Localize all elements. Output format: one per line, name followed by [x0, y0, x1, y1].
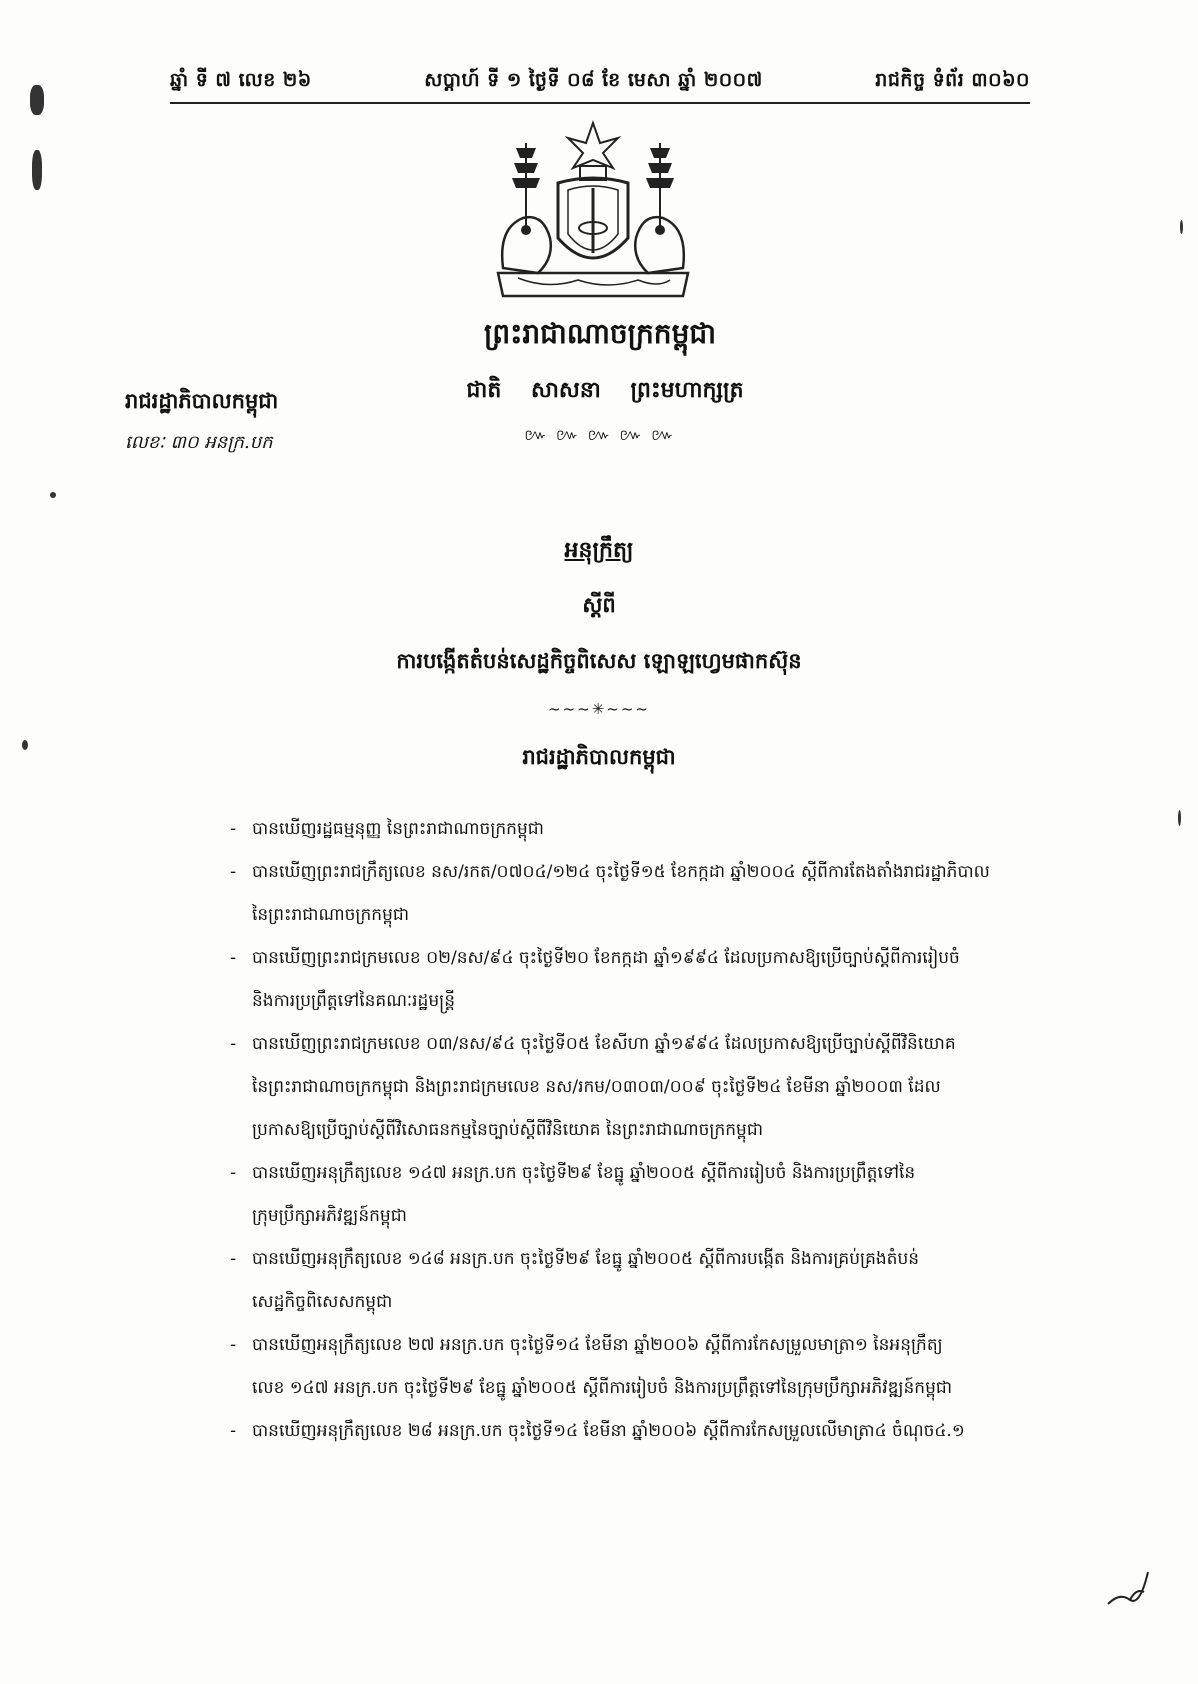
consideration-text: លេខ ១៤៧ អនក្រ.បក ចុះថ្ងៃទី២៩ ខែធ្នូ ឆ្នាំ២០០៥ ស្តីពីការរៀបចំ និងការប្រព្រឹត្តទៅនៃក្រុមប្រឹក្សាអភិវឌ្ឍន៍កម្ពុជា: [252, 1378, 953, 1398]
gazette-year-issue: ឆ្នាំ ទី ៧ លេខ ២៦: [170, 69, 312, 91]
consideration-text: និងការប្រព្រឹត្តទៅនៃគណៈរដ្ឋមន្ត្រី: [252, 991, 455, 1011]
gazette-header: [170, 68, 1030, 96]
gazette-page: រាជកិច្ច ទំព័រ ៣០៦០: [875, 69, 1030, 91]
scan-speck: [30, 85, 44, 115]
list-item: - បានឃើញព្រះរាជក្រឹត្យលេខ នស/រកត/០៧០៤/១២៤ ចុះថ្ងៃទី១៥ ខែកក្កដា ឆ្នាំ២០០៤ ស្តីពីការតែងតាំងរាជរដ្ឋាភិបាល: [230, 862, 990, 882]
list-item: - បានឃើញអនុក្រឹត្យលេខ ២៧ អនក្រ.បក ចុះថ្ងៃទី១៤ ខែមីនា ឆ្នាំ២០០៦ ស្តីពីការកែសម្រួលមាត្រា១ នៃអនុក្រឹត្យ: [230, 1335, 943, 1355]
list-item: - បានឃើញអនុក្រឹត្យលេខ ២៨ អនក្រ.បក ចុះថ្ងៃទី១៤ ខែមីនា ឆ្នាំ២០០៦ ស្តីពីការកែសម្រួលលើមាត្រា៤ ចំណុច៤.១: [230, 1421, 965, 1441]
consideration-text: សេដ្ឋកិច្ចពិសេសកម្ពុជា: [252, 1292, 393, 1312]
list-item-continuation: [238, 980, 1118, 1023]
issuing-government: រាជរដ្ឋាភិបាលកម្ពុជា: [125, 388, 279, 413]
consideration-text: បានឃើញអនុក្រឹត្យលេខ ១៤៧ អនក្រ.បក ចុះថ្ងៃទី២៩ ខែធ្នូ ឆ្នាំ២០០៥ ស្តីពីការរៀបចំ និងការប្រព្រឹត្តទៅនៃ: [252, 1163, 916, 1183]
list-item-continuation: [238, 1367, 1118, 1410]
considerations-list: [230, 808, 1118, 1453]
consideration-text: បានឃើញអនុក្រឹត្យលេខ ២៨ អនក្រ.បក ចុះថ្ងៃទី១៤ ខែមីនា ឆ្នាំ២០០៦ ស្តីពីការកែសម្រួលលើមាត្រា៤ ចំណុច៤.១: [252, 1421, 965, 1441]
reference-number: លេខៈ ៣០ អនក្រ.បក: [125, 432, 273, 453]
list-item-continuation: [238, 1109, 1118, 1152]
issuer-heading: រាជរដ្ឋាភិបាលកម្ពុជា: [522, 744, 676, 769]
list-item: - បានឃើញអនុក្រឹត្យលេខ ១៤៨ អនក្រ.បក ចុះថ្ងៃទី២៩ ខែធ្នូ ឆ្នាំ២០០៥ ស្តីពីការបង្កើត និងការគ្រប់គ្រងតំបន់: [230, 1249, 920, 1269]
about-label: ស្តីពី: [582, 592, 616, 617]
consideration-text: បានឃើញអនុក្រឹត្យលេខ ២៧ អនក្រ.បក ចុះថ្ងៃទី១៤ ខែមីនា ឆ្នាំ២០០៦ ស្តីពីការកែសម្រួលមាត្រា១ នៃអនុក្រឹត្យ: [252, 1335, 943, 1355]
consideration-text: នៃព្រះរាជាណាចក្រកម្ពុជា និងព្រះរាជក្រមលេខ នស/រកម/០៣០៣/០០៩ ចុះថ្ងៃទី២៤ ខែមីនា ឆ្នាំ២០០៣ ដែល: [252, 1077, 941, 1097]
subject-ornament: ~~~✳~~~: [548, 700, 650, 718]
document-type-title: អនុក្រឹត្យ: [564, 537, 634, 563]
document-subject: ការបង្កើតតំបន់សេដ្ឋកិច្ចពិសេស ឡោឡហ្វេមផាកស៊ុន: [396, 648, 802, 673]
national-motto: ជាតិ សាសនា ព្រះមហាក្សត្រ: [466, 377, 744, 403]
list-item-continuation: [238, 894, 1118, 937]
list-item: - បានឃើញរដ្ឋធម្មនុញ្ញ នៃព្រះរាជាណាចក្រកម្ពុជា: [230, 819, 544, 839]
consideration-text: បានឃើញរដ្ឋធម្មនុញ្ញ នៃព្រះរាជាណាចក្រកម្ពុជា: [252, 819, 544, 839]
kingdom-title: ព្រះរាជាណាចក្រកម្ពុជា: [483, 317, 716, 350]
list-item-continuation: [238, 1066, 1118, 1109]
consideration-text: ប្រកាសឱ្យប្រើច្បាប់ស្តីពីវិសោធនកម្មនៃច្បាប់ស្តីពីវិនិយោគ នៃព្រះរាជាណាចក្រកម្ពុជា: [252, 1120, 764, 1140]
initial-mark-icon: [1100, 1562, 1160, 1612]
list-item-continuation: [238, 1195, 1118, 1238]
scan-speck: [32, 150, 42, 190]
consideration-text: បានឃើញព្រះរាជក្រឹត្យលេខ នស/រកត/០៧០៤/១២៤ ចុះថ្ងៃទី១៥ ខែកក្កដា ឆ្នាំ២០០៤ ស្តីពីការតែងតាំងរាជរដ្ឋាភិបាល: [252, 862, 990, 882]
consideration-text: នៃព្រះរាជាណាចក្រកម្ពុជា: [252, 905, 410, 925]
consideration-text: ក្រុមប្រឹក្សាអភិវឌ្ឍន៍កម្ពុជា: [252, 1206, 407, 1226]
scan-speck: [50, 492, 56, 498]
list-item: - បានឃើញព្រះរាជក្រមលេខ ០២/នស/៩៤ ចុះថ្ងៃទី២០ ខែកក្កដា ឆ្នាំ១៩៩៤ ដែលប្រកាសឱ្យប្រើច្បាប់ស្តីពីការរៀបចំ: [230, 948, 960, 968]
motto-ornament: ៚ ៚ ៚ ៚ ៚: [524, 425, 676, 444]
consideration-text: បានឃើញព្រះរាជក្រមលេខ ០២/នស/៩៤ ចុះថ្ងៃទី២០ ខែកក្កដា ឆ្នាំ១៩៩៤ ដែលប្រកាសឱ្យប្រើច្បាប់ស្តីពីការរៀបចំ: [252, 948, 960, 968]
consideration-text: បានឃើញព្រះរាជក្រមលេខ ០៣/នស/៩៤ ចុះថ្ងៃទី០៥ ខែសីហា ឆ្នាំ១៩៩៤ ដែលប្រកាសឱ្យប្រើច្បាប់ស្តីពីវិនិយោគ: [252, 1034, 956, 1054]
consideration-text: បានឃើញអនុក្រឹត្យលេខ ១៤៨ អនក្រ.បក ចុះថ្ងៃទី២៩ ខែធ្នូ ឆ្នាំ២០០៥ ស្តីពីការបង្កើត និងការគ្រប់គ្រងតំបន់: [252, 1249, 920, 1269]
list-item: - បានឃើញព្រះរាជក្រមលេខ ០៣/នស/៩៤ ចុះថ្ងៃទី០៥ ខែសីហា ឆ្នាំ១៩៩៤ ដែលប្រកាសឱ្យប្រើច្បាប់ស្តីពីវិនិយោគ: [230, 1034, 956, 1054]
list-item: - បានឃើញអនុក្រឹត្យលេខ ១៤៧ អនក្រ.បក ចុះថ្ងៃទី២៩ ខែធ្នូ ឆ្នាំ២០០៥ ស្តីពីការរៀបចំ និងការប្រព្រឹត្តទៅនៃ: [230, 1163, 916, 1183]
list-item-continuation: [238, 1281, 1118, 1324]
scan-speck: [1178, 810, 1181, 826]
royal-coat-of-arms-icon: [488, 118, 698, 308]
gazette-date: សប្តាហ៍ ទី ១ ថ្ងៃទី ០៨ ខែ មេសា ឆ្នាំ ២០០៧: [424, 69, 763, 91]
scan-speck: [22, 740, 28, 750]
scan-speck: [1180, 220, 1183, 234]
header-divider: [170, 102, 1030, 104]
